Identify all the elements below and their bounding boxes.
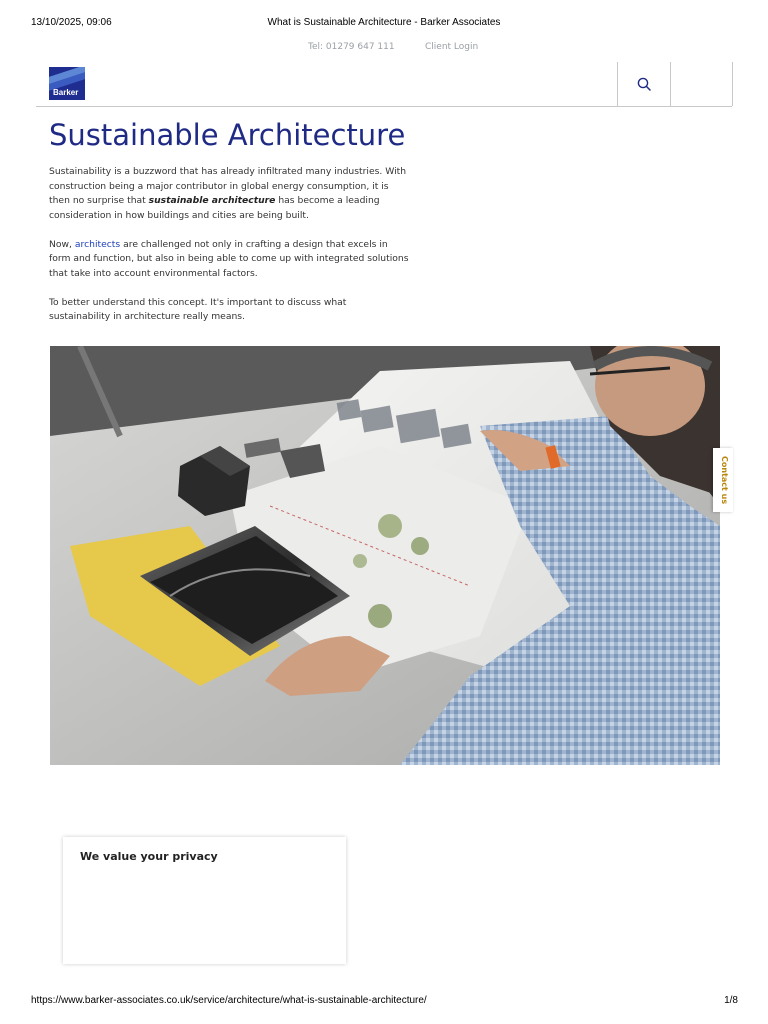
contact-us-tab[interactable] (713, 448, 733, 512)
privacy-dialog (63, 837, 346, 964)
privacy-title: We value your privacy (80, 850, 218, 863)
print-datetime: 13/10/2025, 09:06 (31, 17, 112, 28)
hero-image (50, 346, 720, 765)
architects-link[interactable]: architects (74, 238, 121, 250)
logo-text: Barker (53, 88, 79, 97)
paragraph-architects (49, 238, 409, 282)
search-icon (637, 77, 651, 91)
barker-logo[interactable] (49, 67, 85, 100)
print-url: https://www.barker-associates.co.uk/service/architecture/what-is-sustainable-architecture/ (31, 995, 427, 1006)
page-title: Sustainable Architecture (49, 118, 406, 152)
print-page-number: 1/8 (724, 995, 738, 1006)
text: are challenged not only in crafting a design that excels in form and function, but also in being able to come up with integrated solutions that take into account environmental factors. (49, 238, 409, 279)
emphasis-sustainable-architecture: sustainable architecture (148, 195, 276, 206)
search-button[interactable] (617, 62, 670, 106)
text: has become a leading consideration in how buildings and cities are being built. (49, 195, 380, 221)
print-doc-title: What is Sustainable Architecture - Barker Associates (267, 17, 501, 28)
print-footer (0, 995, 768, 1009)
article-body (49, 165, 409, 339)
paragraph-concept: To better understand this concept. It's important to discuss what sustainability in architecture really means. (49, 296, 347, 322)
contact-us-label: Contact us (720, 456, 729, 505)
client-login-link[interactable]: Client Login (425, 42, 479, 52)
phone-link[interactable]: Tel: 01279 647 111 (308, 42, 395, 52)
architect-desk-illustration (50, 346, 720, 765)
paragraph-intro (49, 165, 409, 223)
text: Now, (49, 238, 75, 250)
utility-bar (0, 42, 768, 54)
main-navbar (36, 62, 732, 107)
text: Sustainability is a buzzword that has already infiltrated many industries. With construction being a major contributor in global energy consumption, it is then no surprise that (49, 166, 407, 206)
print-header (0, 17, 768, 31)
menu-button[interactable] (670, 62, 733, 106)
